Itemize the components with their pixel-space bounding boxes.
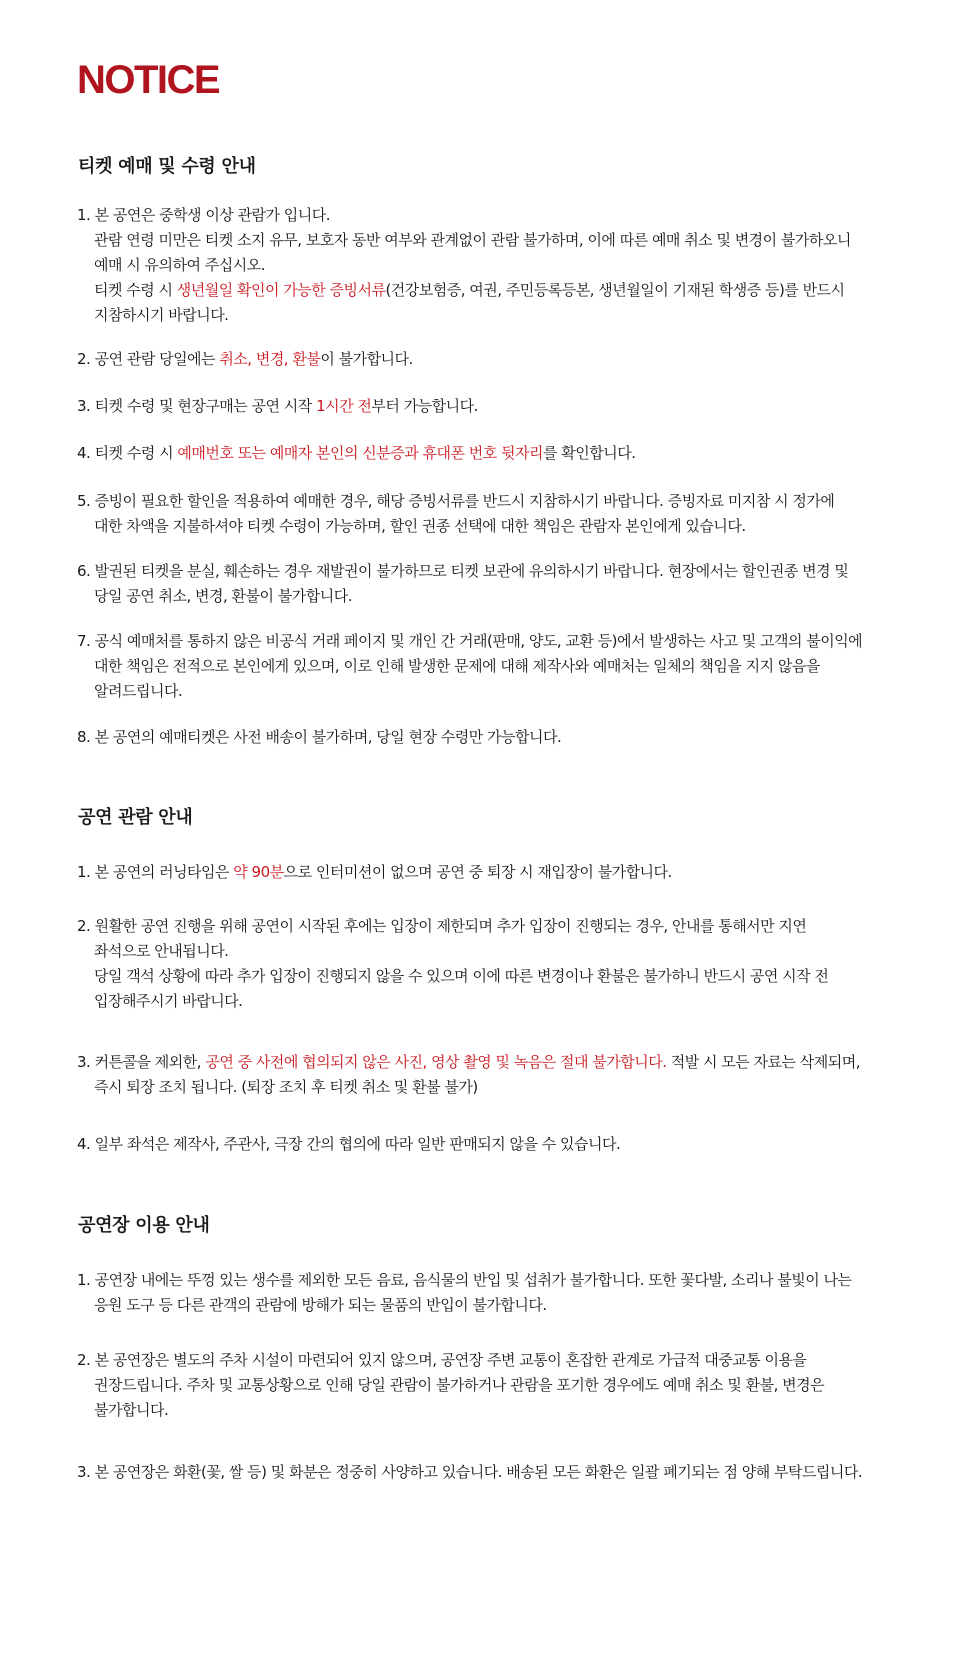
notice-text: 적발 시 모든 자료는 삭제되며, (666, 1053, 861, 1071)
highlighted-text: 공연 중 사전에 협의되지 않은 사진, 영상 촬영 및 녹음은 절대 불가합니다. (205, 1053, 667, 1071)
notice-line (77, 1075, 907, 1100)
notice-line (77, 679, 907, 704)
notice-line (77, 629, 907, 654)
section-heading: 공연 관람 안내 (78, 807, 193, 828)
notice-item (77, 629, 907, 704)
notice-line (77, 394, 907, 419)
notice-line (77, 989, 907, 1014)
notice-line (77, 860, 907, 885)
notice-text: 4. 일부 좌석은 제작사, 주관사, 극장 간의 협의에 따라 일반 판매되지 않을 수 있습니다. (77, 1135, 621, 1153)
notice-item (77, 203, 907, 328)
notice-item (77, 1268, 907, 1318)
notice-text: 권장드립니다. 주차 및 교통상황으로 인해 당일 관람이 불가하거나 관람을 포기한 경우에도 예매 취소 및 환불, 변경은 (94, 1376, 825, 1394)
notice-text: 입장해주시기 바랍니다. (94, 992, 243, 1010)
notice-line (77, 203, 907, 228)
notice-line (77, 253, 907, 278)
notice-line (77, 725, 907, 750)
notice-line (77, 441, 907, 466)
notice-item (77, 347, 907, 372)
notice-line (77, 489, 907, 514)
highlighted-text: 예매번호 또는 예매자 본인의 신분증과 휴대폰 번호 뒷자리 (177, 444, 543, 462)
notice-text: 8. 본 공연의 예매티켓은 사전 배송이 불가하며, 당일 현장 수령만 가능합니다. (77, 728, 562, 746)
notice-line (77, 939, 907, 964)
notice-text: 당일 객석 상황에 따라 추가 입장이 진행되지 않을 수 있으며 이에 따른 변경이나 환불은 불가하니 반드시 공연 시작 전 (94, 967, 829, 985)
section-heading: 티켓 예매 및 수령 안내 (78, 156, 256, 177)
notice-line (77, 278, 907, 303)
notice-item (77, 1132, 907, 1157)
notice-text: 1. 공연장 내에는 뚜껑 있는 생수를 제외한 모든 음료, 음식물의 반입 및 섭취가 불가합니다. 또한 꽃다발, 소리나 불빛이 나는 (77, 1271, 852, 1289)
notice-line (77, 1132, 907, 1157)
notice-line (77, 964, 907, 989)
notice-line (77, 1373, 907, 1398)
notice-text: 6. 발권된 티켓을 분실, 훼손하는 경우 재발권이 불가하므로 티켓 보관에 유의하시기 바랍니다. 현장에서는 할인권종 변경 및 (77, 562, 849, 580)
highlighted-text: 약 90분 (233, 863, 284, 881)
notice-text: 3. 티켓 수령 및 현장구매는 공연 시작 (77, 397, 317, 415)
highlighted-text: 생년월일 확인이 가능한 증빙서류 (176, 281, 386, 299)
notice-line (77, 514, 907, 539)
notice-text: 당일 공연 취소, 변경, 환불이 불가합니다. (94, 587, 352, 605)
notice-item (77, 559, 907, 609)
notice-line (77, 1348, 907, 1373)
notice-line (77, 1398, 907, 1423)
notice-text: 3. 커튼콜을 제외한, (77, 1053, 206, 1071)
notice-line (77, 584, 907, 609)
notice-item (77, 441, 907, 466)
notice-item (77, 914, 907, 1014)
page-title: NOTICE (77, 58, 220, 102)
notice-text: 예매 시 유의하여 주십시오. (94, 256, 265, 274)
notice-item (77, 394, 907, 419)
notice-line (77, 654, 907, 679)
notice-line (77, 303, 907, 328)
notice-text: 를 확인합니다. (542, 444, 636, 462)
notice-text: 지참하시기 바랍니다. (94, 306, 229, 324)
notice-text: 좌석으로 안내됩니다. (94, 942, 229, 960)
notice-line (77, 1293, 907, 1318)
notice-text: 2. 원활한 공연 진행을 위해 공연이 시작된 후에는 입장이 제한되며 추가 입장이 진행되는 경우, 안내를 통해서만 지연 (77, 917, 807, 935)
notice-text: 7. 공식 예매처를 통하지 않은 비공식 거래 페이지 및 개인 간 거래(판매, 양도, 교환 등)에서 발생하는 사고 및 고객의 불이익에 (77, 632, 863, 650)
notice-item (77, 1050, 907, 1100)
notice-text: 알려드립니다. (94, 682, 183, 700)
notice-text: 대한 차액을 지불하셔야 티켓 수령이 가능하며, 할인 권종 선택에 대한 책임은 관람자 본인에게 있습니다. (94, 517, 746, 535)
notice-text: 부터 가능합니다. (371, 397, 478, 415)
notice-text: 1. 본 공연은 중학생 이상 관람가 입니다. (77, 206, 331, 224)
notice-text: 5. 증빙이 필요한 할인을 적용하여 예매한 경우, 해당 증빙서류를 반드시 지참하시기 바랍니다. 증빙자료 미지참 시 정가에 (77, 492, 835, 510)
highlighted-text: 1시간 전 (316, 397, 372, 415)
notice-line (77, 1050, 907, 1075)
notice-text: 2. 공연 관람 당일에는 (77, 350, 220, 368)
notice-line (77, 914, 907, 939)
notice-item (77, 725, 907, 750)
notice-text: 대한 책임은 전적으로 본인에게 있으며, 이로 인해 발생한 문제에 대해 제작사와 예매처는 일체의 책임을 지지 않음을 (94, 657, 820, 675)
notice-text: (건강보험증, 여권, 주민등록등본, 생년월일이 기재된 학생증 등)를 반드시 (385, 281, 845, 299)
notice-text: 관람 연령 미만은 티켓 소지 유무, 보호자 동반 여부와 관계없이 관람 불가하며, 이에 따른 예매 취소 및 변경이 불가하오니 (94, 231, 851, 249)
notice-text: 3. 본 공연장은 화환(꽃, 쌀 등) 및 화분은 정중히 사양하고 있습니다. 배송된 모든 화환은 일괄 폐기되는 점 양해 부탁드립니다. (77, 1463, 863, 1481)
notice-text: 불가합니다. (94, 1401, 169, 1419)
notice-item (77, 1348, 907, 1423)
notice-text: 즉시 퇴장 조치 됩니다. (퇴장 조치 후 티켓 취소 및 환불 불가) (94, 1078, 478, 1096)
notice-text: 2. 본 공연장은 별도의 주차 시설이 마련되어 있지 않으며, 공연장 주변 교통이 혼잡한 관계로 가급적 대중교통 이용을 (77, 1351, 807, 1369)
notice-line (77, 228, 907, 253)
notice-item (77, 860, 907, 885)
section-heading: 공연장 이용 안내 (78, 1215, 210, 1236)
notice-item (77, 489, 907, 539)
notice-line (77, 1460, 907, 1485)
notice-item (77, 1460, 907, 1485)
notice-text: 이 불가합니다. (320, 350, 413, 368)
notice-text: 4. 티켓 수령 시 (77, 444, 178, 462)
notice-line (77, 559, 907, 584)
notice-text: 1. 본 공연의 러닝타임은 (77, 863, 234, 881)
notice-line (77, 1268, 907, 1293)
notice-text: 응원 도구 등 다른 관객의 관람에 방해가 되는 물품의 반입이 불가합니다. (94, 1296, 547, 1314)
highlighted-text: 취소, 변경, 환불 (219, 350, 321, 368)
notice-text: 으로 인터미션이 없으며 공연 중 퇴장 시 재입장이 불가합니다. (283, 863, 672, 881)
notice-line (77, 347, 907, 372)
notice-text: 티켓 수령 시 (94, 281, 177, 299)
